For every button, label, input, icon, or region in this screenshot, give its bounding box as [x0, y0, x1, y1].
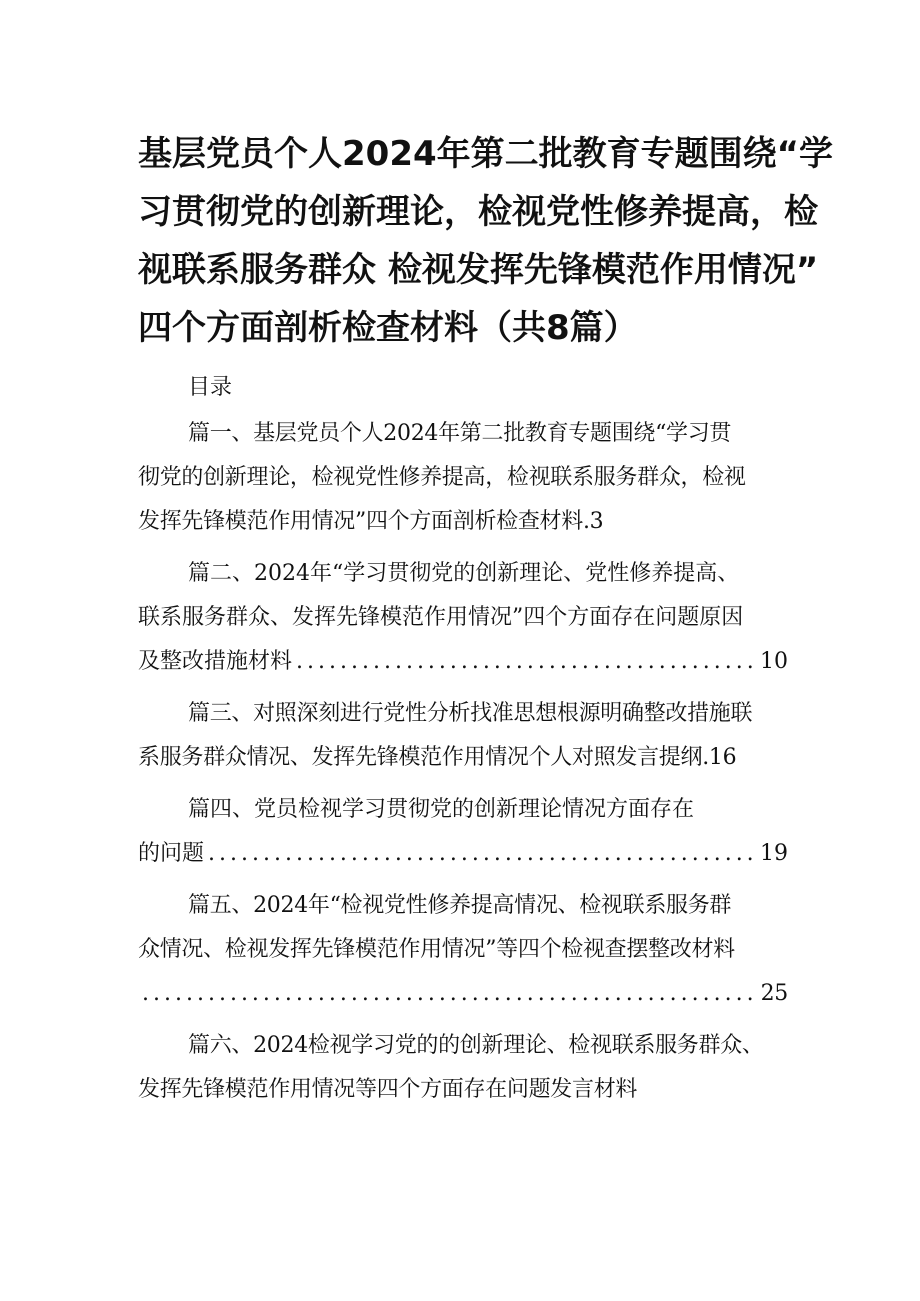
toc-entry-6[interactable] [138, 1024, 788, 1112]
title-line: 基层党员个人2024年第二批教育专题围绕“学 [138, 134, 833, 174]
toc-entry-line [138, 832, 788, 876]
toc-page-number: .16 [702, 745, 737, 770]
toc-entry-line: 联系服务群众、发挥先锋模范作用情况”四个方面存在问题原因 [138, 605, 744, 630]
title-line: 四个方面剖析检查材料（共8篇） [138, 308, 638, 348]
toc-entry-line: 彻党的创新理论，检视党性修养提高，检视联系服务群众，检视 [138, 465, 746, 490]
toc-page-number: .3 [582, 509, 604, 534]
dot-leader [296, 640, 756, 684]
toc-page-number: 25 [760, 981, 788, 1006]
toc-page-number: 10 [760, 649, 788, 674]
dot-leader [142, 972, 757, 1016]
toc-entry-line [138, 640, 788, 684]
toc-heading: 目录 [188, 375, 233, 400]
toc-entry-2[interactable] [138, 552, 788, 684]
toc-entry-line: 篇二、2024年“学习贯彻党的创新理论、党性修养提高、 [188, 561, 740, 586]
toc-entry-line: 篇一、基层党员个人2024年第二批教育专题围绕“学习贯 [188, 421, 732, 446]
toc-entry-line [138, 500, 788, 544]
toc-entry-5[interactable] [138, 884, 788, 1016]
toc-page-number: 19 [760, 841, 788, 866]
title-line: 习贯彻党的创新理论，检视党性修养提高，检 [138, 192, 818, 232]
toc-entry-line-text: 及整改措施材料 [138, 649, 293, 674]
toc-entry-3[interactable] [138, 692, 788, 780]
toc-entry-1[interactable] [138, 412, 788, 544]
toc-entry-line: 篇四、党员检视学习贯彻党的创新理论情况方面存在 [188, 797, 695, 822]
document-title [138, 125, 833, 357]
toc-entry-line: 发挥先锋模范作用情况等四个方面存在问题发言材料 [138, 1077, 638, 1102]
toc-entry-line-text: 系服务群众情况、发挥先锋模范作用情况个人对照发言提纲 [138, 745, 703, 770]
toc-entry-line: 篇六、2024检视学习党的的创新理论、检视联系服务群众、 [188, 1033, 764, 1058]
toc-entry-line: 众情况、检视发挥先锋模范作用情况”等四个检视查摆整改材料 [138, 937, 735, 962]
toc-entry-line-text: 发挥先锋模范作用情况”四个方面剖析检查材料 [138, 509, 583, 534]
toc-entry-line [138, 736, 788, 780]
dot-leader [208, 832, 756, 876]
toc-entry-line: 篇五、2024年“检视党性修养提高情况、检视联系服务群 [188, 893, 732, 918]
title-line: 视联系服务群众 检视发挥先锋模范作用情况” [138, 250, 819, 290]
toc-entry-line-text: 的问题 [138, 841, 205, 866]
table-of-contents [138, 412, 788, 1120]
toc-entry-line: 篇三、对照深刻进行党性分析找准思想根源明确整改措施联 [188, 701, 753, 726]
toc-entry-line [138, 972, 788, 1016]
toc-entry-4[interactable] [138, 788, 788, 876]
